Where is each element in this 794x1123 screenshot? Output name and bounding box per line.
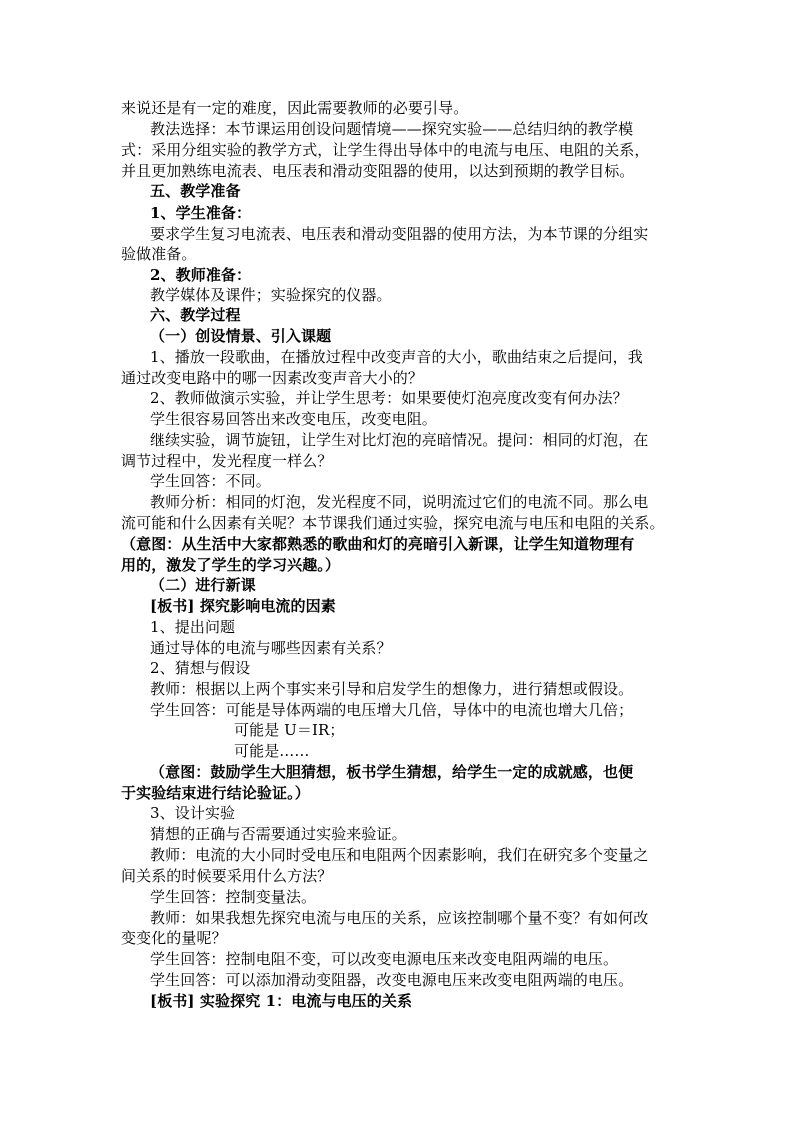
text-line: 3、设计实验 bbox=[150, 804, 236, 822]
subsection-heading: 2、教师准备： bbox=[150, 266, 252, 284]
text-line: 教学媒体及课件；实验探究的仪器。 bbox=[150, 286, 392, 304]
subsection-heading: （二）进行新课 bbox=[150, 576, 256, 594]
text-line: 可能是 U＝IR； bbox=[234, 721, 345, 739]
text-line: 学生回答：不同。 bbox=[150, 472, 271, 490]
section-heading: 六、教学过程 bbox=[150, 306, 241, 324]
text-line: 变变化的量呢？ bbox=[121, 929, 227, 947]
text-line: 教法选择：本节课运用创设问题情境——探究实验——总结归纳的教学模 bbox=[150, 120, 634, 138]
text-line: 2、教师做演示实验，并让学生思考：如果要使灯泡亮度改变有何办法？ bbox=[150, 389, 628, 407]
text-line: 流可能和什么因素有关呢？本节课我们通过实验，探究电流与电压和电阻的关系。 bbox=[121, 514, 665, 532]
section-heading: 五、教学准备 bbox=[150, 182, 241, 200]
text-line: 要求学生复习电流表、电压表和滑动变阻器的使用方法，为本节课的分组实 bbox=[150, 225, 649, 243]
subsection-heading: 1、学生准备： bbox=[150, 204, 252, 222]
text-line: 调节过程中，发光程度一样么？ bbox=[121, 452, 333, 470]
text-line: 验做准备。 bbox=[121, 245, 197, 263]
text-line: 1、提出问题 bbox=[150, 618, 236, 636]
text-line: 2、猜想与假设 bbox=[150, 659, 251, 677]
text-line: 教师分析：相同的灯泡，发光程度不同，说明流过它们的电流不同。那么电 bbox=[150, 493, 649, 511]
text-line: 教师：根据以上两个事实来引导和启发学生的想像力，进行猜想或假设。 bbox=[150, 680, 634, 698]
intent-note: （意图：鼓励学生大胆猜想，板书学生猜想，给学生一定的成就感，也便 bbox=[150, 763, 634, 781]
text-line: 间关系的时候要采用什么方法？ bbox=[121, 867, 333, 885]
text-line: 学生回答：控制电阻不变，可以改变电源电压来改变电阻两端的电压。 bbox=[150, 950, 619, 968]
text-line: 教师：如果我想先探究电流与电压的关系，应该控制哪个量不变？有如何改 bbox=[150, 909, 649, 927]
text-line: 学生回答：可以添加滑动变阻器，改变电源电压来改变电阻两端的电压。 bbox=[150, 971, 634, 989]
text-line: 通过导体的电流与哪些因素有关系？ bbox=[150, 639, 392, 657]
text-line: 来说还是有一定的难度，因此需要教师的必要引导。 bbox=[121, 99, 469, 117]
text-line: 通过改变电路中的哪一因素改变声音大小的？ bbox=[121, 369, 424, 387]
text-line: 学生回答：可能是导体两端的电压增大几倍，导体中的电流也增大几倍； bbox=[150, 701, 634, 719]
board-note: [板书] 探究影响电流的因素 bbox=[150, 597, 336, 615]
intent-note: （意图：从生活中大家都熟悉的歌曲和灯的亮暗引入新课，让学生知道物理有 bbox=[121, 535, 635, 553]
intent-note: 用的，激发了学生的学习兴趣。） bbox=[121, 556, 341, 574]
intent-note: 于实验结束进行结论验证。） bbox=[121, 784, 310, 802]
text-line: 猜想的正确与否需要通过实验来验证。 bbox=[150, 825, 407, 843]
text-line: 学生回答：控制变量法。 bbox=[150, 888, 317, 906]
text-line: 学生很容易回答出来改变电压，改变电阻。 bbox=[150, 410, 437, 428]
text-line: 继续实验，调节旋钮，让学生对比灯泡的亮暗情况。提问：相同的灯泡，在 bbox=[150, 431, 649, 449]
text-line: 并且更加熟练电流表、电压表和滑动变阻器的使用，以达到预期的教学目标。 bbox=[121, 162, 635, 180]
subsection-heading: （一）创设情景、引入课题 bbox=[150, 327, 332, 345]
text-line: 可能是…… bbox=[234, 742, 310, 760]
text-line: 1、播放一段歌曲，在播放过程中改变声音的大小，歌曲结束之后提问，我 bbox=[150, 348, 643, 366]
text-line: 教师：电流的大小同时受电压和电阻两个因素影响，我们在研究多个变量之 bbox=[150, 846, 649, 864]
board-note: [板书] 实验探究 1：电流与电压的关系 bbox=[150, 992, 413, 1010]
text-line: 式：采用分组实验的教学方式，让学生得出导体中的电流与电压、电阻的关系， bbox=[121, 141, 650, 159]
